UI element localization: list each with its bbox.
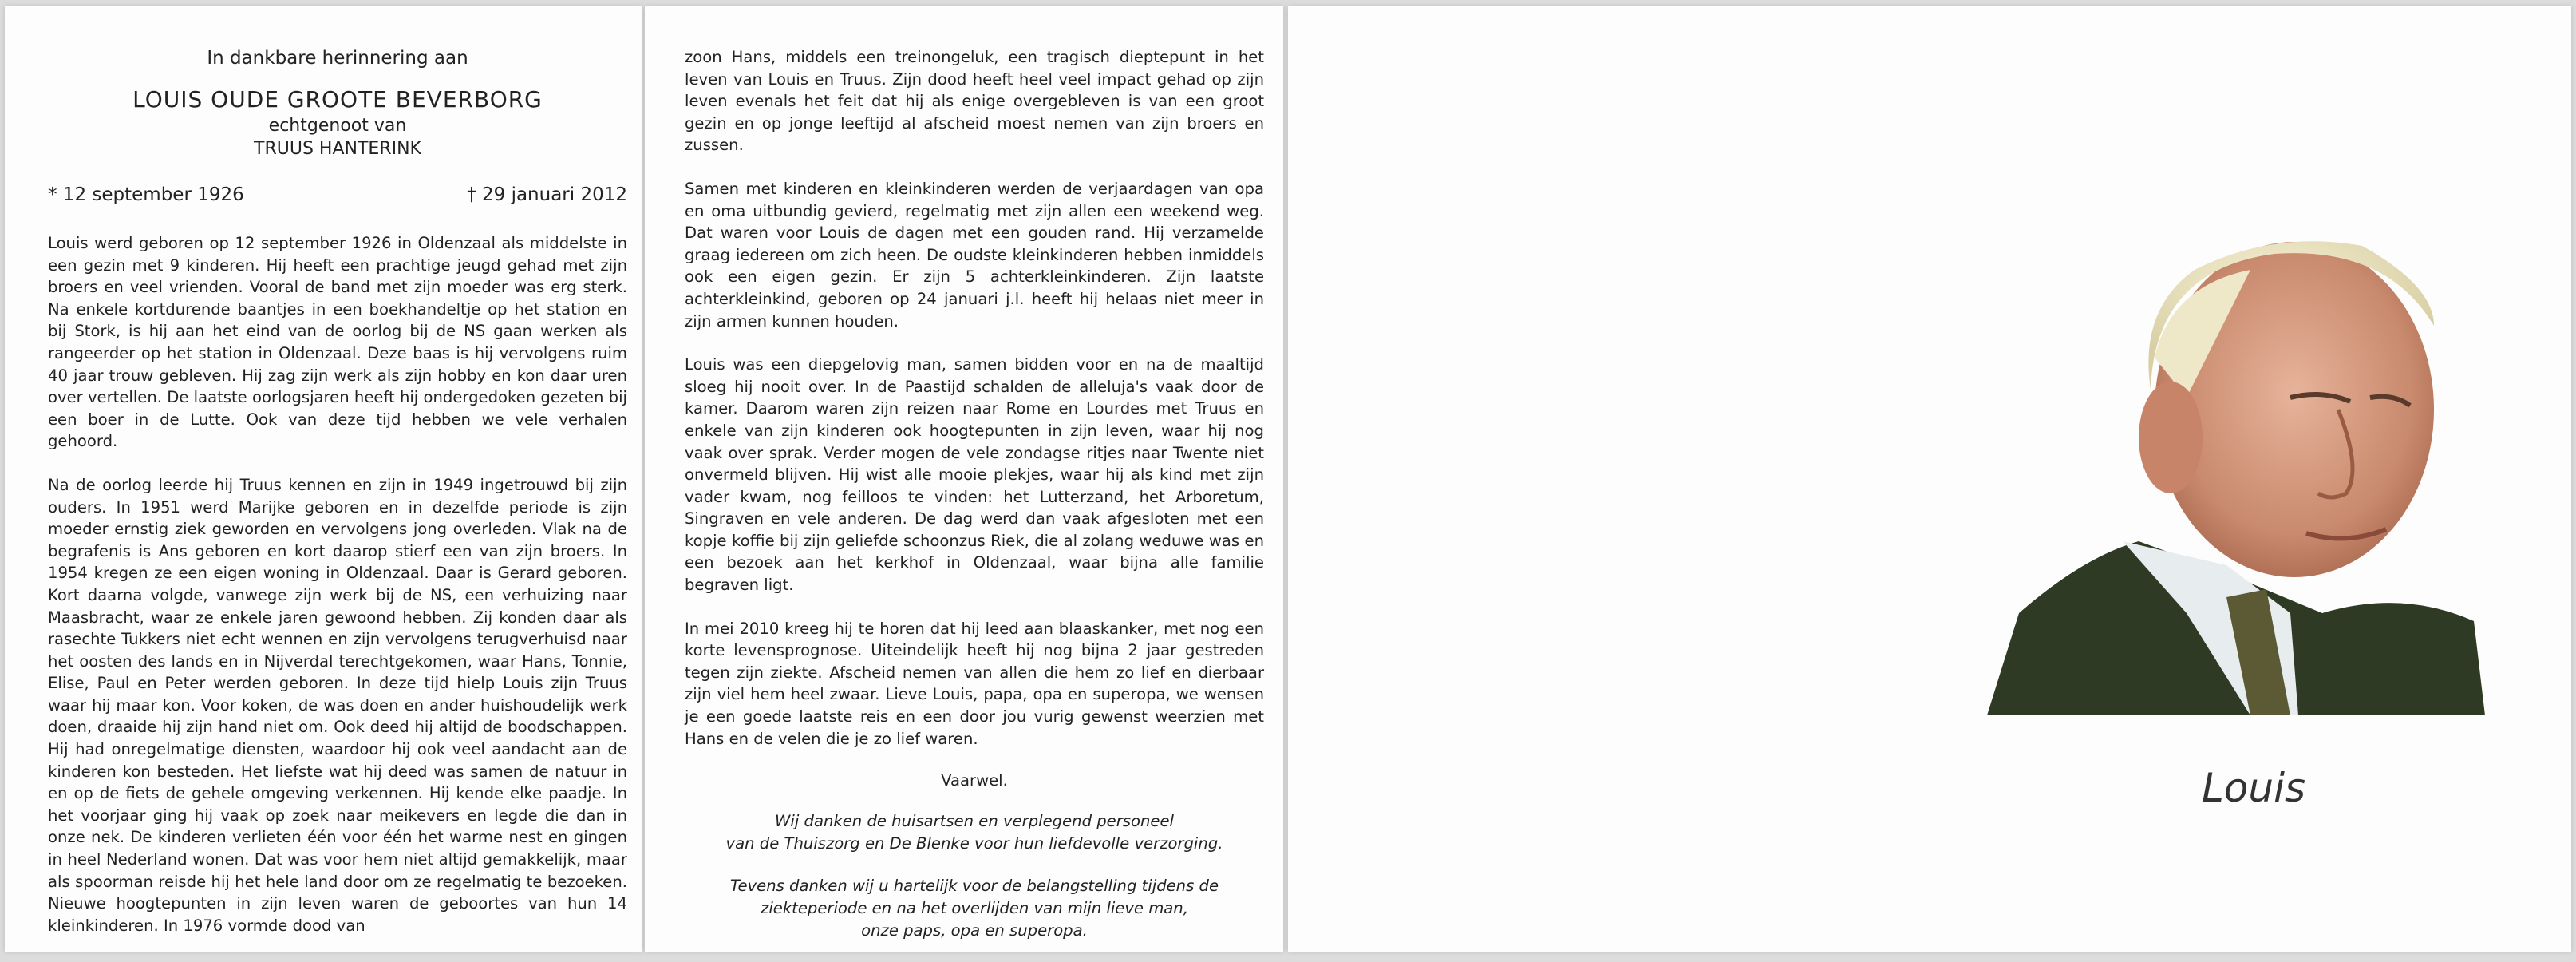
spouse-label: echtgenoot van xyxy=(268,116,407,136)
intro-line: In dankbare herinnering aan xyxy=(207,48,468,69)
paragraph: Louis was een diepgelovig man, samen bidden voor en na de maaltijd sloeg hij nooit over. In de Paastijd schalden de alleluja's vaak door de kamer. Daarom waren zijn reizen naar Rome en Lourdes met Truus en enkele van zijn kinderen ook hoogtepunten in zijn leven, waar hij nog vaak over sprak. Verder mogen de vele zondagse ritjes naar Twente niet onvermeld blijven. Hij wist alle mooie plekjes, waar hij als kind met zijn vader kwam, nog feilloos te vinden: het Lutterzand, het Arboretum, Singraven en vele anderen. De dag werd dan vaak afgesloten met een kopje koffie bij zijn geliefde schoonzus Riek, die al zolang weduwe was en een bezoek aan het kerkhof in Oldenzaal, waar bijna alle familie begraven ligt. xyxy=(685,355,1264,595)
spouse-name: TRUUS HANTERINK xyxy=(254,139,421,159)
card-photo-page xyxy=(1288,6,2571,952)
death-date: † 29 januari 2012 xyxy=(467,184,627,205)
paragraph: Na de oorlog leerde hij Truus kennen en zijn in 1949 ingetrouwd bij zijn ouders. In 1951 werd Marijke geboren en in dezelfde periode is zijn moeder ernstig ziek geworden en vervolgens jong overleden. Vlak na de begrafenis is Ans geboren en kort daarop stierf een van zijn broers. In 1954 kregen ze een eigen woning in Oldenzaal. Daar is Gerard geboren. Kort daarna volgde, vanwege zijn werk bij de NS, een verhuizing naar Maasbracht, waar ze enkele jaren gewoond hebben. Zij konden daar als rasechte Tukkers niet echt wennen en zijn vervolgens terugverhuisd naar het oosten des lands en in Nijverdal terechtgekomen, waar Hans, Tonnie, Elise, Paul en Peter werden geboren. In deze tijd hielp Louis zijn Truus waar hij maar kon. Voor koken, de was doen en ander huishoudelijk werk doen, draaide hij zijn hand niet om. Ook deed hij altijd de boodschappen. Hij had onregelmatige diensten, waardoor hij ook veel aandacht aan de kinderen kon besteden. Het liefste wat hij deed was samen de natuur in en op de fiets de gehele omgeving verkennen. Hij kende elke paadje. In het voorjaar ging hij vaak op zoek naar meikevers en legde die dan in onze nek. De kinderen verlieten één voor één het warme nest en gingen in heel Nederland wonen. Dat was voor hem niet altijd gemakkelijk, maar als spoorman reisde hij het hele land door om ze regelmatig te bezoeken. Nieuwe hoogtepunten in zijn leven waren de geboortes van hun 14 kleinkinderen. In 1976 vormde dood van xyxy=(48,475,627,935)
paragraph: In mei 2010 kreeg hij te horen dat hij leed aan blaaskanker, met nog een korte levensprognose. Uiteindelijk heeft hij nog bijna 2 jaar gestreden tegen zijn ziekte. Afscheid nemen van allen die hem zo lief en dierbaar zijn viel hem heel zwaar. Lieve Louis, papa, opa en superopa, we wensen je een goede laatste reis en een door jou vurig gewenst weerzien met Hans en de velen die je zo lief waren. xyxy=(685,619,1264,748)
thanks-line: onze paps, opa en superopa. xyxy=(861,920,1088,940)
deceased-name: LOUIS OUDE GROOTE BEVERBORG xyxy=(132,86,543,113)
thanks-line: ziekteperiode en na het overlijden van mijn lieve man, xyxy=(761,899,1188,917)
middle-column xyxy=(685,46,1264,962)
left-column xyxy=(48,37,627,958)
life-dates xyxy=(48,184,627,205)
thanks-line: van de Thuiszorg en De Blenke voor hun liefdevolle verzorging. xyxy=(725,833,1223,853)
portrait-photo xyxy=(1987,238,2485,715)
birth-date: * 12 september 1926 xyxy=(48,184,244,205)
paragraph: Samen met kinderen en kleinkinderen werden de verjaardagen van opa en oma uitbundig gevierd, regelmatig met zijn allen een weekend weg. Dat waren voor Louis de dagen met een gouden rand. Hij verzamelde graag iedereen om zich heen. De oudste kleinkinderen hebben inmiddels ook een eigen gezin. Er zijn 5 achterkleinkinderen. Zijn laatste achterkleinkind, geboren op 24 januari j.l. heeft hij helaas niet meer in zijn armen kunnen houden. xyxy=(685,179,1264,331)
farewell: Vaarwel. xyxy=(941,771,1008,790)
thanks-care xyxy=(685,810,1264,854)
card-middle-page xyxy=(645,6,1283,952)
thanks-sympathy xyxy=(685,875,1264,941)
portrait-illustration xyxy=(1987,238,2485,715)
thanks-line: Tevens danken wij u hartelijk voor de belangstelling tijdens de xyxy=(729,877,1219,896)
photo-caption: Louis xyxy=(2201,765,2306,811)
paragraph: Louis werd geboren op 12 september 1926 in Oldenzaal als middelste in een gezin met 9 kinderen. Hij heeft een prachtige jeugd gehad met zijn broers en veel vrienden. Vooral de band met zijn moeder was erg sterk. Na enkele kortdurende baantjes in een boekhandeltje op het station en bij Stork, is hij aan het eind van de oorlog bij de NS gaan werken als rangeerder op het station in Oldenzaal. Deze baas is hij vervolgens ruim 40 jaar trouw gebleven. Hij zag zijn werk als zijn hobby en kon daar uren over vertellen. De laatste oorlogsjaren heeft hij ondergedoken gezeten bij een boer in de Lutte. Ook van deze tijd hebben we vele verhalen gehoord. xyxy=(48,234,627,451)
thanks-line: Wij danken de huisartsen en verplegend personeel xyxy=(775,812,1174,831)
card-left-page xyxy=(5,6,642,952)
memorial-header xyxy=(48,48,627,159)
paragraph: zoon Hans, middels een treinongeluk, een tragisch dieptepunt in het leven van Louis en Truus. Zijn dood heeft heel veel impact gehad op zijn leven evenals het feit dat hij als enige overgebleven is van een groot gezin en op jonge leeftijd al afscheid moest nemen van zijn broers en zussen. xyxy=(685,48,1264,155)
